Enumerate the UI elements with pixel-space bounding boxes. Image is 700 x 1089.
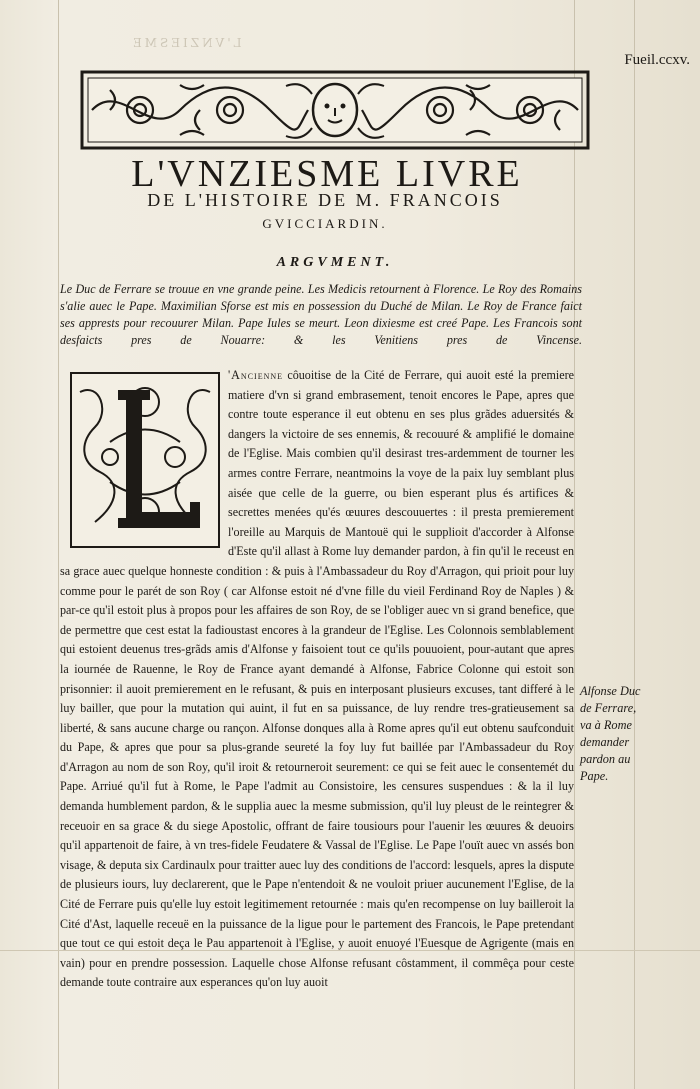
fold-line — [634, 0, 635, 1089]
book-title: L'VNZIESME LIVRE — [131, 153, 523, 195]
show-through-text: L'VNZIESME — [130, 36, 242, 50]
marginal-note: Alfonse Duc de Ferrare, va à Rome demander pardon au Pape. — [580, 684, 641, 783]
opening-word: 'Ancienne — [228, 368, 284, 382]
folio-number: Fueil.ccxv. — [624, 52, 690, 68]
fold-line — [58, 0, 59, 1089]
argument-heading: ARGVMENT. — [276, 255, 394, 270]
main-body-text — [60, 366, 574, 993]
fold-line — [574, 0, 575, 1089]
body-paragraph: côuoitise de la Cité de Ferrare, qui auoit esté la premiere matiere d'vn si grand embrasement, tenoit encores le Pape, apres que contre toute esperance il eut obtenu en ses plus grãdes aduersités & dangers la victoire de ses ennemis, & recouuré & amplifié le domaine de l'Eglise. Mais combien qu'il desirast tres-ardemment de tourner les armes contre Ferrare, neantmoins la voye de la paix luy semblant plus aisée que celle de la guerre, ou bien esperant plus és artifices & secrettes menées qu'és œuures descouuertes : il presta premierement l'oreille au Marquis de Mantouë qui le supplioit d'accorder à Alfonse d'Este qu'il allast à Rome luy demander pardon, à fin qu'il le receust en sa grace auec quelque honneste condition : & puis à l'Ambassadeur du Roy d'Arragon, qui prioit pour luy comme pour le parét de son Roy ( car Alfonse estoit né d'vne fille du vieil Ferdinand Roy de Naples ) & par-ce qu'il estoit plus à propos pour les affaires de son Roy, de se l'obliger auec vn si grand benefice, que de permettre que cest estat la fadioustast encores à la grandeur de l'Eglise. Les Colonnois semblablement qui estoient deuenus tres-grãds amis d'Alfonse y faisoient tout ce qu'ils pouuoient, pour-autant que apres la iournée de Rauenne, le Roy de France ayant demandé à Alfonse, Fabrice Colonne qui estoit son prisonnier: il auoit premierement en le refusant, & puis en interposant plusieurs excuses, tant differé à le luy bailler, que pour la mutation qui auint, il fut en sa puissance, de luy rendre tres-gratieusement sa liberté, & sans aucune charge ou rançon. Alfonse donques alla à Rome apres qu'il eut obtenu saufconduit du Pape, & apres que pour sa plus-grande seureté la foy luy fut baillée par l'Ambassadeur du Roy d'Arragon au nom de son Roy, qu'il iroit & retourneroit seurement: ce qui se feit auec le consentemét du Pape. Arriué qu'il fut à Rome, le Pape l'admit au Consistoire, les censures suspendues : & la il luy demanda humblement pardon, & le supplia auec la mesme submission, qu'il luy pleust de le reintegrer & receuoir en sa grace & du siege Apostolic, offrant de faire tousiours pour l'auenir les œuures & deuoirs qu'il appartenoit de faire, à vn tres-fidele Feudatere & Vassal de l'Eglise. Le Pape l'ouït auec vn assés bon visage, & deputa six Cardinaulx pour traitter auec luy des conditions de l'accord: lesquels, apres la dispute de plusieurs iours, luy declarerent, que le Pape n'entendoit & ne vouloit priuer aucunement l'Eglise, de la Cité de Ferrare puis qu'elle luy estoit legitimement retournée : mais qu'en recompense on luy bailleroit la Cité d'Ast, laquelle receuë en la puissance de la ligue pour le partement des Francois, le Pape pretendant que tout ce qui estoit deça le Pau appartenoit à l'Eglise, y auoit enuoyé l'Euesque de Agrigente (mais en vain) pour en prendre possession. Laquelle chose Alfonse refusant côstamment, il commêça pour ceste demande toute contraire aux esperances qu'on luy auoit — [60, 368, 575, 990]
dropcap-space — [60, 366, 228, 552]
argument-summary: Le Duc de Ferrare se trouue en vne grande peine. Les Medicis retournent à Florence. Le Roy des Romains s'alie auec le Pape. Maximilian Sforse est mis en possession du Duché de Milan. Le Roy de France faict ses apprests pour recouurer Milan. Pape Iules se meurt. Leon dixiesme est creé Pape. Les Francois sont desfaicts pres de Nouarre: & les Venitiens pres de Vincense. — [60, 282, 582, 347]
book-subtitle: DE L'HISTOIRE DE M. FRANCOIS — [147, 190, 503, 210]
floral-headpiece-ornament — [80, 70, 590, 150]
author-name: GVICCIARDIN. — [262, 216, 388, 231]
